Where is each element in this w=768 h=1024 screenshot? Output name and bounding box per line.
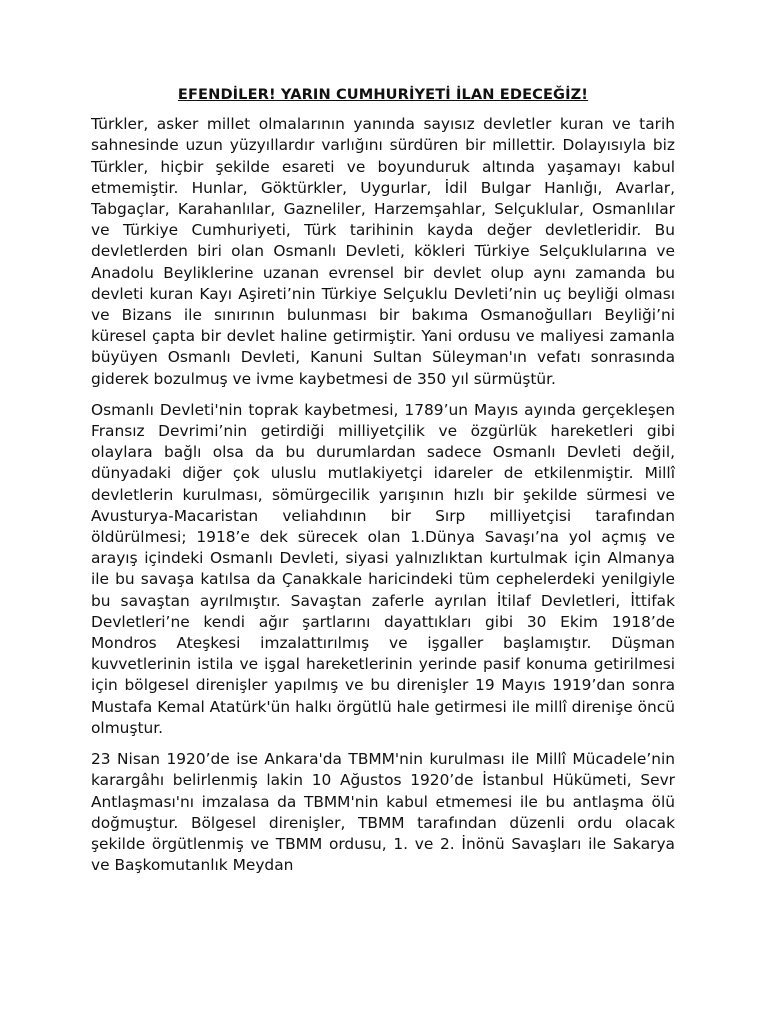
document-title: EFENDİLER! YARIN CUMHURİYETİ İLAN EDECEĞİZ! <box>177 86 589 103</box>
paragraph-1: Türkler, asker millet olmalarının yanında sayısız devletler kuran ve tarih sahnesinde uzun yüzyıllardır varlığını sürdüren bir millettir. Dolayısıyla biz Türkler, hiçbir şekilde esareti ve boyunduruk altında yaşamayı kabul etmemiştir. Hunlar, Göktürkler, Uygurlar, İdil Bulgar Hanlığı, Avarlar, Tabgaçlar, Karahanlılar, Gazneliler, Harzemşahlar, Selçuklular, Osmanlılar ve Türkiye Cumhuriyeti, Türk tarihinin kayda değer devletleridir. Bu devletlerden biri olan Osmanlı Devleti, kökleri Türkiye Selçuklularına ve Anadolu Beyliklerine uzanan evrensel bir devlet olup aynı zamanda bu devleti kuran Kayı Aşireti’nin Türkiye Selçuklu Devleti’nin uç beyliği olması ve Bizans ile sınırının bulunması bir bakıma Osmanoğulları Beyliği’ni küresel çapta bir devlet haline getirmiştir. Yani ordusu ve maliyesi zamanla büyüyen Osmanlı Devleti, Kanuni Sultan Süleyman'ın vefatı sonrasında giderek bozulmuş ve ivme kaybetmesi de 350 yıl sürmüştür. <box>91 115 675 388</box>
paragraph-3: 23 Nisan 1920’de ise Ankara'da TBMM'nin kurulması ile Millî Mücadele’nin karargâhı belirlenmiş lakin 10 Ağustos 1920’de İstanbul Hükümeti, Sevr Antlaşması'nı imzalasa da TBMM'nin kabul etmemesi ile bu antlaşma ölü doğmuştur. Bölgesel direnişler, TBMM tarafından düzenli ordu olacak şekilde örgütlenmiş ve TBMM ordusu, 1. ve 2. İnönü Savaşları ile Sakarya ve Başkomutanlık Meydan <box>91 750 675 875</box>
paragraph-2: Osmanlı Devleti'nin toprak kaybetmesi, 1789’un Mayıs ayında gerçekleşen Fransız Devrimi’nin getirdiği milliyetçilik ve özgürlük hareketleri gibi olaylara bağlı olsa da bu durumlardan sadece Osmanlı Devleti değil, dünyadaki diğer çok uluslu mutlakiyetçi idareler de etkilenmiştir. Millî devletlerin kurulması, sömürgecilik yarışının hızlı bir şekilde sürmesi ve Avusturya-Macaristan veliahdının bir Sırp milliyetçisi tarafından öldürülmesi; 1918’e dek sürecek olan 1.Dünya Savaşı’na yol açmış ve arayış içindeki Osmanlı Devleti, siyasi yalnızlıktan kurtulmak için Almanya ile bu savaşa katılsa da Çanakkale haricindeki tüm cephelerdeki yenilgiyle bu savaştan ayrılmıştır. Savaştan zaferle ayrılan İtilaf Devletleri, İttifak Devletleri’ne kendi ağır şartlarını dayattıkları gibi 30 Ekim 1918’de Mondros Ateşkesi imzalattırılmış ve işgaller başlamıştır. Düşman kuvvetlerinin istila ve işgal hareketlerinin yerinde pasif konuma getirilmesi için bölgesel direnişler yapılmış ve bu direnişler 19 Mayıs 1919’dan sonra Mustafa Kemal Atatürk'ün halkı örgütlü hale getirmesi ile millî direnişe öncü olmuştur. <box>91 400 675 737</box>
document-page <box>91 84 675 886</box>
